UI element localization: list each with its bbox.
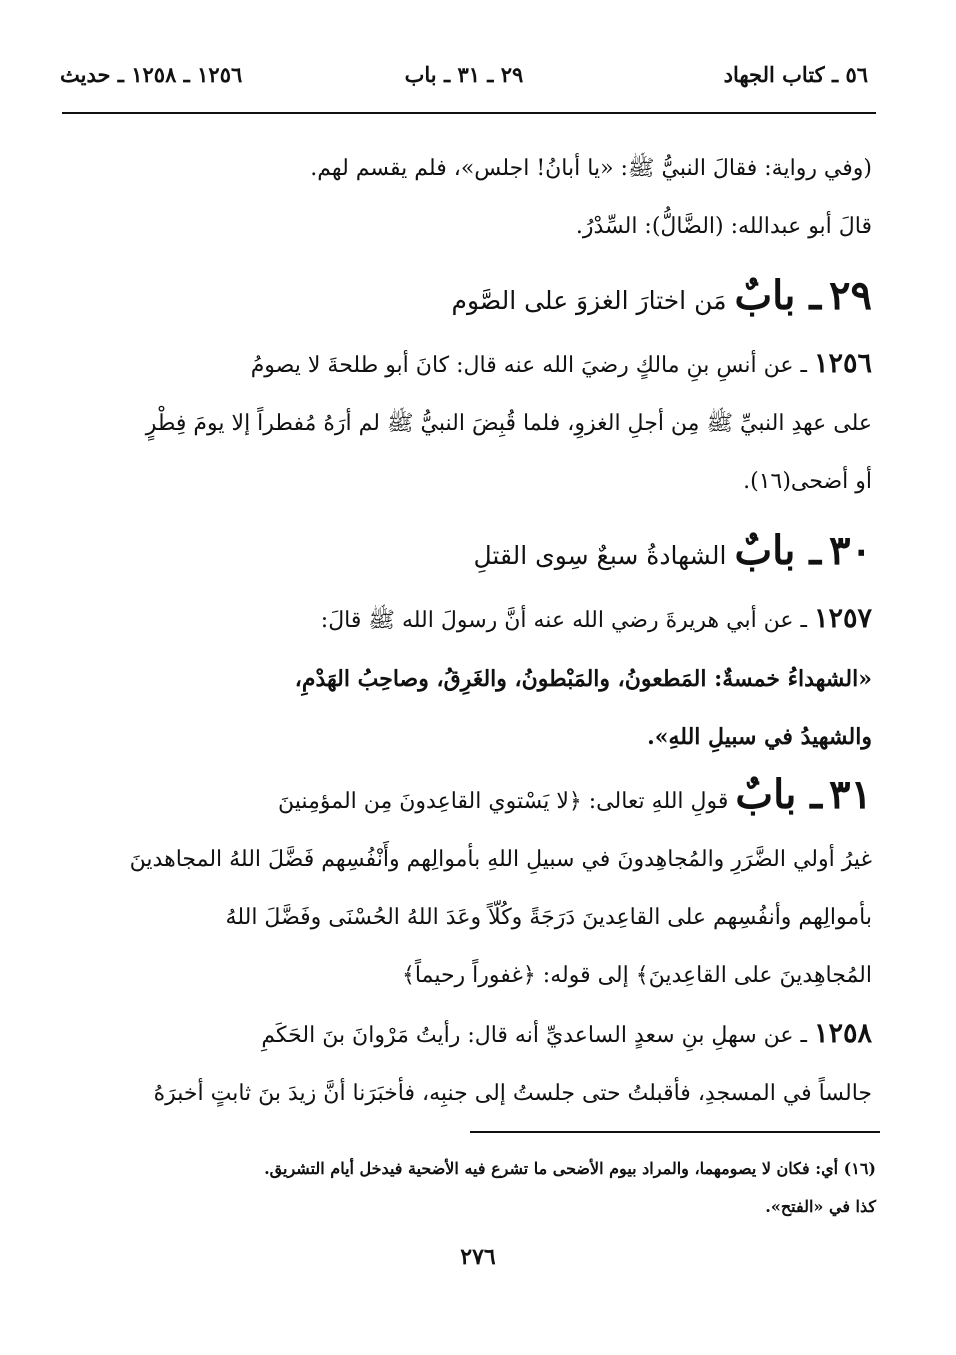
header-hadith-range: ١٢٥٦ ـ ١٢٥٨ ـ حديث [60,62,243,87]
bab-31-line-2: غيرُ أولي الضَّرَرِ والمُجاهِدونَ في سبيلِ اللهِ بأموالِهم وأَنْفُسِهم فَضَّلَ اللهُ المجاهدينَ [129,847,872,872]
hadith-1257-line-3: والشهيدُ في سبيلِ اللهِ». [647,724,872,750]
bab-31-text-1: قولِ اللهِ تعالى: ﴿لا يَسْتوي القاعِدونَ مِن المؤمِنينَ [278,789,729,814]
hadith-1256-line-3: أو أضحى(١٦). [743,469,872,494]
main-text [62,140,872,1123]
bab-31-number: ٣١ [829,771,872,818]
footnote-line-1: (١٦) أي: فكان لا يصومهما، والمراد بيوم الأضحى ما تشرع فيه الأضحية فيدخل أيام التشريق. [264,1159,876,1178]
running-header [60,56,868,96]
intro-block [62,140,872,256]
bab-30-title: الشهادةُ سبعٌ سِوى القتلِ [473,541,727,570]
hadith-1257-line-2: «الشهداءُ خمسةٌ: المَطعونُ، والمَبْطونُ، والغَرِقُ، وصاحِبُ الهَدْمِ، [294,666,872,692]
bab-31-line-3: بأموالِهم وأنفُسِهم على القاعِدينَ دَرَجَةً وكُلّاً وعَدَ اللهُ الحُسْنَى وفَضَّلَ اللهُ [225,905,872,930]
bab-31-line-4: المُجاهِدينَ على القاعِدينَ﴾ إلى قوله: ﴿غفوراً رحيماً﴾ [402,963,872,988]
hadith-1258-line-2: جالساً في المسجدِ، فأقبلتُ حتى جلستُ إلى جنبِه، فأخبَرَنا أنَّ زيدَ بنَ ثابتٍ أخبرَهُ [153,1081,872,1106]
hadith-1258 [62,1005,872,1123]
hadith-1257-line-1 [62,590,872,650]
header-chapter: ٥٦ ـ كتاب الجهاد [723,62,868,87]
page-number: ٢٧٦ [460,1244,496,1270]
footnote-rule [470,1131,880,1133]
hadith-1256-text-1: ـ عن أنسِ بنِ مالكٍ رضيَ الله عنه قال: كانَ أبو طلحةَ لا يصومُ [250,353,807,378]
hadith-1257-text-1: ـ عن أبي هريرةَ رضي الله عنه أنَّ رسولَ الله ﷺ قالَ: [320,608,807,633]
hadith-1258-line-1 [62,1005,872,1065]
bab-29-heading [62,262,872,335]
hadith-1257 [62,590,872,766]
bab-30-heading [62,517,872,590]
intro-line-2: قالَ أبو عبدالله: (الضَّالُّ): السِّدْرُ. [575,214,872,239]
hadith-1256-line-1 [62,335,872,395]
bab-31-line-1 [62,766,872,831]
hadith-1256-line-2: على عهدِ النبيِّ ﷺ مِن أجلِ الغزوِ، فلما قُبِضَ النبيُّ ﷺ لم أرَهُ مُفطراً إلا يومَ فِطْرٍ [145,411,872,436]
intro-line-1: (وفي رواية: فقالَ النبيُّ ﷺ: «يا أبانُ! اجلس»، فلم يقسم لهم. [310,156,872,181]
hadith-1258-number: ١٢٥٨ [813,1018,872,1049]
bab-30-word: ـ بابٌ [734,527,822,574]
bab-29-title: مَن اختارَ الغزوَ على الصَّوم [451,286,727,315]
header-rule [62,112,876,114]
bab-30-number: ٣٠ [829,527,872,574]
hadith-1256-number: ١٢٥٦ [813,348,872,379]
footnote-line-2: كذا في «الفتح». [765,1197,876,1216]
bab-29-number: ٢٩ [829,272,872,319]
header-bab-range: ٢٩ ـ ٣١ ـ باب [404,62,524,87]
bab-31-word: ـ بابٌ [735,771,823,818]
bab-29-word: ـ بابٌ [734,272,822,319]
hadith-1256 [62,335,872,511]
footnote [62,1150,876,1226]
hadith-1257-number: ١٢٥٧ [813,603,872,634]
hadith-1258-text-1: ـ عن سهلِ بنِ سعدٍ الساعديِّ أنه قال: رأيتُ مَرْوانَ بنَ الحَكَمِ [261,1023,807,1048]
bab-31-block [62,766,872,1005]
